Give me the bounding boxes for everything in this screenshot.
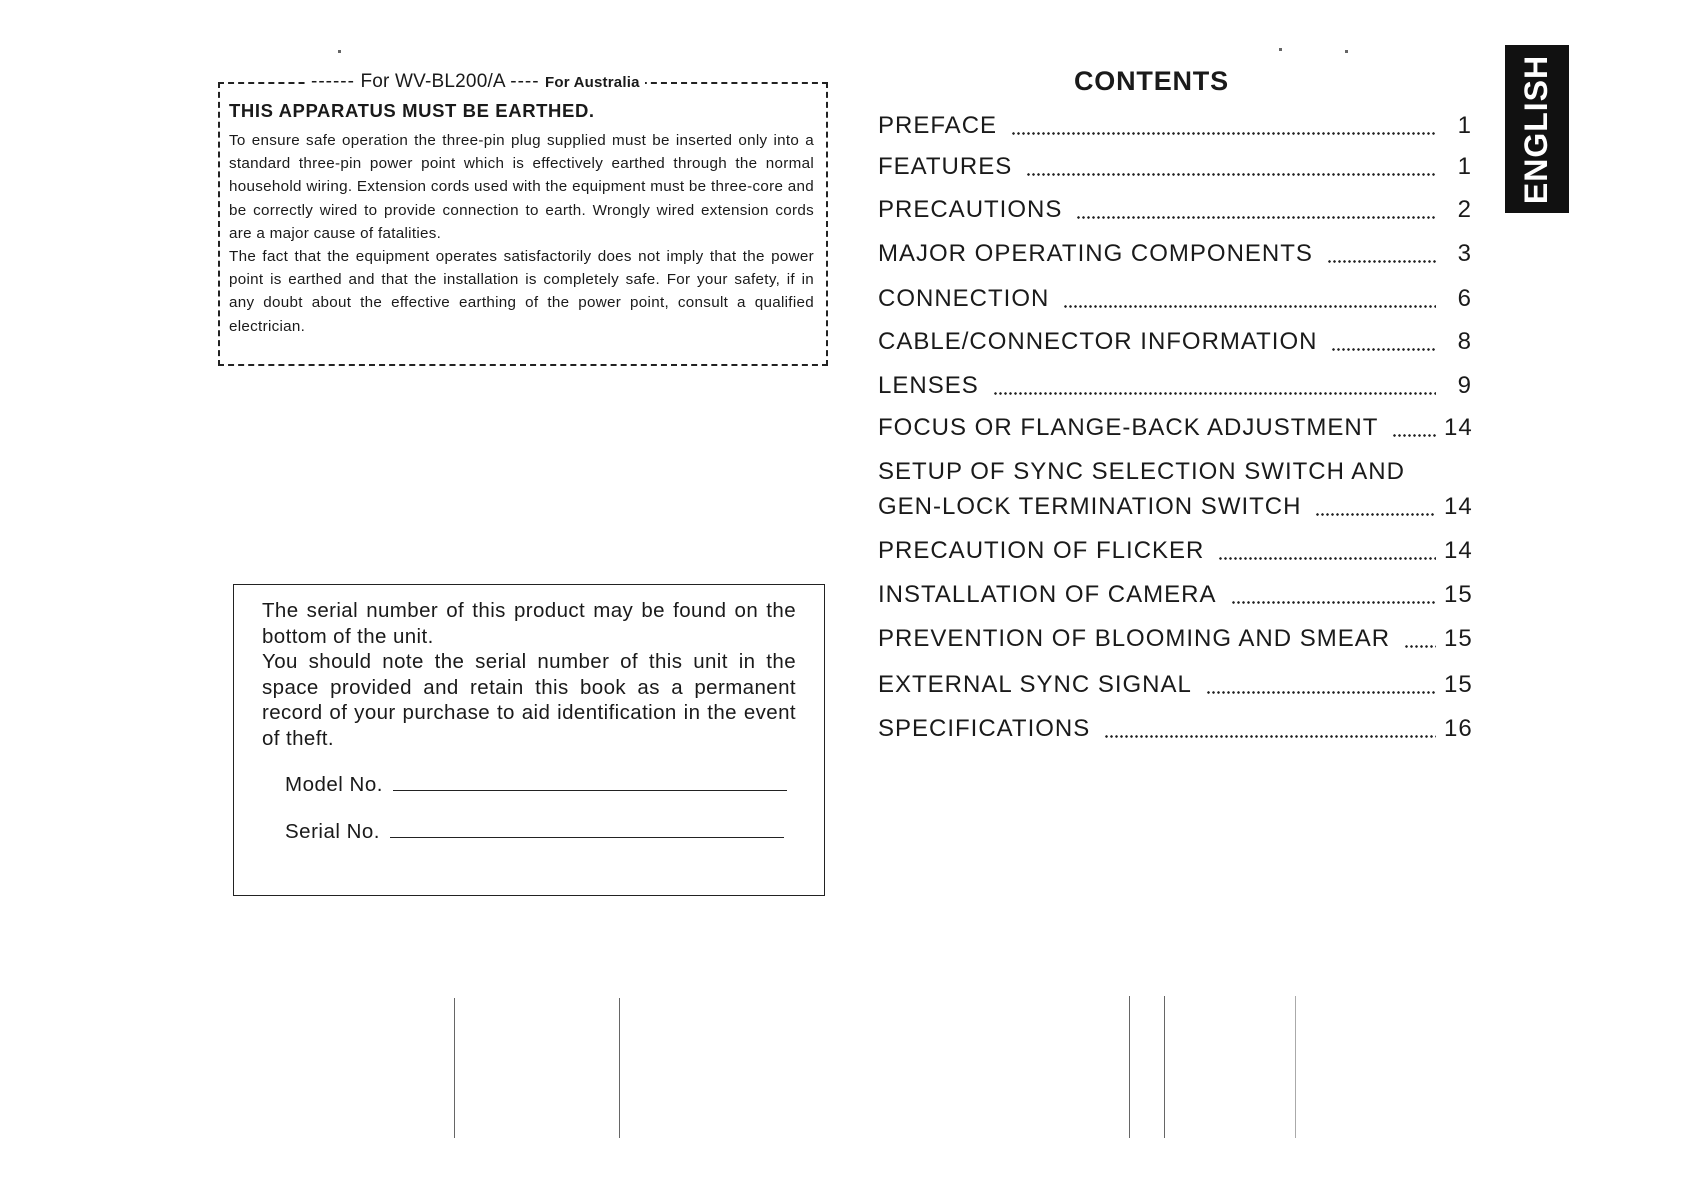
- toc-label: PRECAUTION OF FLICKER: [878, 537, 1205, 564]
- warning-title: THIS APPARATUS MUST BE EARTHED.: [229, 100, 595, 121]
- toc-item: [878, 537, 1472, 565]
- toc-label-first-line: SETUP OF SYNC SELECTION SWITCH AND: [878, 458, 1405, 485]
- toc-label: INSTALLATION OF CAMERA: [878, 581, 1217, 608]
- toc-page-number: 14: [1444, 414, 1473, 441]
- toc-leader-dots: [1104, 735, 1436, 738]
- serial-number-blank-line: [390, 836, 784, 838]
- scan-mark: [1295, 996, 1296, 1138]
- toc-page-number: 3: [1457, 240, 1472, 267]
- warning-body: [229, 129, 814, 338]
- legend-region: For Australia: [545, 74, 640, 91]
- warning-paragraph: The fact that the equipment operates satisfactorily does not imply that the power point is earthed and that the installation is completely safe. For your safety, if in any doubt about the effective earthing of the power point, consult a qualified electrician.: [229, 248, 814, 335]
- toc-leader-dots: [1063, 305, 1436, 308]
- toc-label: GEN-LOCK TERMINATION SWITCH: [878, 493, 1302, 520]
- scan-mark: [1164, 996, 1165, 1138]
- legend-model: For WV-BL200/A: [360, 71, 505, 92]
- toc-leader-dots: [1315, 513, 1436, 516]
- serial-number-label: Serial No.: [285, 820, 381, 843]
- toc-item: [878, 285, 1472, 313]
- toc-item: [878, 715, 1472, 743]
- toc-item: [878, 671, 1472, 699]
- toc-page-number: 15: [1444, 581, 1473, 608]
- toc-leader-dots: [1331, 348, 1436, 351]
- toc-page-number: 1: [1457, 153, 1472, 180]
- earthing-warning-box: [218, 71, 828, 366]
- toc-page-number: 15: [1444, 671, 1473, 698]
- toc-leader-dots: [1404, 645, 1436, 648]
- serial-number-field: [285, 820, 796, 844]
- toc-leader-dots: [1231, 601, 1437, 604]
- toc-page-number: 9: [1457, 372, 1472, 399]
- toc-page-number: 15: [1444, 625, 1473, 652]
- toc-page-number: 14: [1444, 537, 1473, 564]
- toc-label: PRECAUTIONS: [878, 196, 1063, 223]
- toc-page-number: 8: [1457, 328, 1472, 355]
- scan-mark: [619, 998, 620, 1138]
- toc-leader-dots: [1011, 132, 1436, 135]
- toc-item: [878, 240, 1472, 268]
- serial-number-box: [233, 584, 825, 896]
- model-number-field: [285, 773, 796, 797]
- toc-label: SPECIFICATIONS: [878, 715, 1091, 742]
- scan-mark: [1129, 996, 1130, 1138]
- toc-page-number: 2: [1457, 196, 1472, 223]
- toc-leader-dots: [1327, 260, 1436, 263]
- toc-item: [878, 414, 1472, 442]
- toc-page-number: 14: [1444, 493, 1473, 520]
- serial-notice-paragraph: You should note the serial number of this unit in the space provided and retain this book as a permanent record of your purchase to aid identification in the event of theft.: [262, 650, 796, 750]
- toc-item: [878, 328, 1472, 356]
- toc-leader-dots: [1076, 216, 1436, 219]
- scan-mark: [454, 998, 455, 1138]
- toc-label: CONNECTION: [878, 285, 1050, 312]
- model-number-label: Model No.: [285, 773, 383, 796]
- toc-label: LENSES: [878, 372, 979, 399]
- english-language-tab: [1505, 45, 1569, 213]
- toc-item: [878, 625, 1472, 653]
- toc-label: PREVENTION OF BLOOMING AND SMEAR: [878, 625, 1391, 652]
- scan-dot: [338, 50, 341, 53]
- warning-legend: ------ For WV-BL200/A ---- For Australia: [306, 71, 645, 93]
- contents-title: CONTENTS: [1074, 66, 1229, 96]
- toc-label: FOCUS OR FLANGE-BACK ADJUSTMENT: [878, 414, 1379, 441]
- toc-item: [878, 581, 1472, 609]
- language-tab-label: ENGLISH: [1518, 54, 1555, 204]
- toc-item: [878, 372, 1472, 400]
- toc-page-number: 6: [1457, 285, 1472, 312]
- toc-item: [878, 153, 1472, 181]
- toc-leader-dots: [1392, 434, 1436, 437]
- serial-notice-text: [262, 598, 796, 751]
- toc-leader-dots: [1218, 557, 1436, 560]
- toc-label: PREFACE: [878, 112, 998, 139]
- model-number-blank-line: [393, 789, 787, 791]
- toc-page-number: 1: [1457, 112, 1472, 139]
- toc-label: EXTERNAL SYNC SIGNAL: [878, 671, 1192, 698]
- serial-notice-paragraph: The serial number of this product may be found on the bottom of the unit.: [262, 599, 796, 648]
- warning-paragraph: To ensure safe operation the three-pin plug supplied must be inserted only into a standard three-pin power point which is effectively earthed through the normal household wiring. Extension cords used with the equipment must be three-core and be correctly wired to provide connection to earth. Wrongly wired extension cords are a major cause of fatalities.: [229, 132, 814, 242]
- scan-dot: [1279, 48, 1282, 51]
- toc-leader-dots: [1026, 173, 1436, 176]
- toc-item: [878, 196, 1472, 224]
- toc-item: [878, 458, 1472, 521]
- toc-label: MAJOR OPERATING COMPONENTS: [878, 240, 1313, 267]
- toc-label: CABLE/CONNECTOR INFORMATION: [878, 328, 1318, 355]
- toc-page-number: 16: [1444, 715, 1473, 742]
- scan-dot: [1345, 50, 1348, 53]
- toc-item: [878, 112, 1472, 140]
- toc-label: FEATURES: [878, 153, 1013, 180]
- toc-leader-dots: [1206, 691, 1436, 694]
- toc-leader-dots: [993, 392, 1436, 395]
